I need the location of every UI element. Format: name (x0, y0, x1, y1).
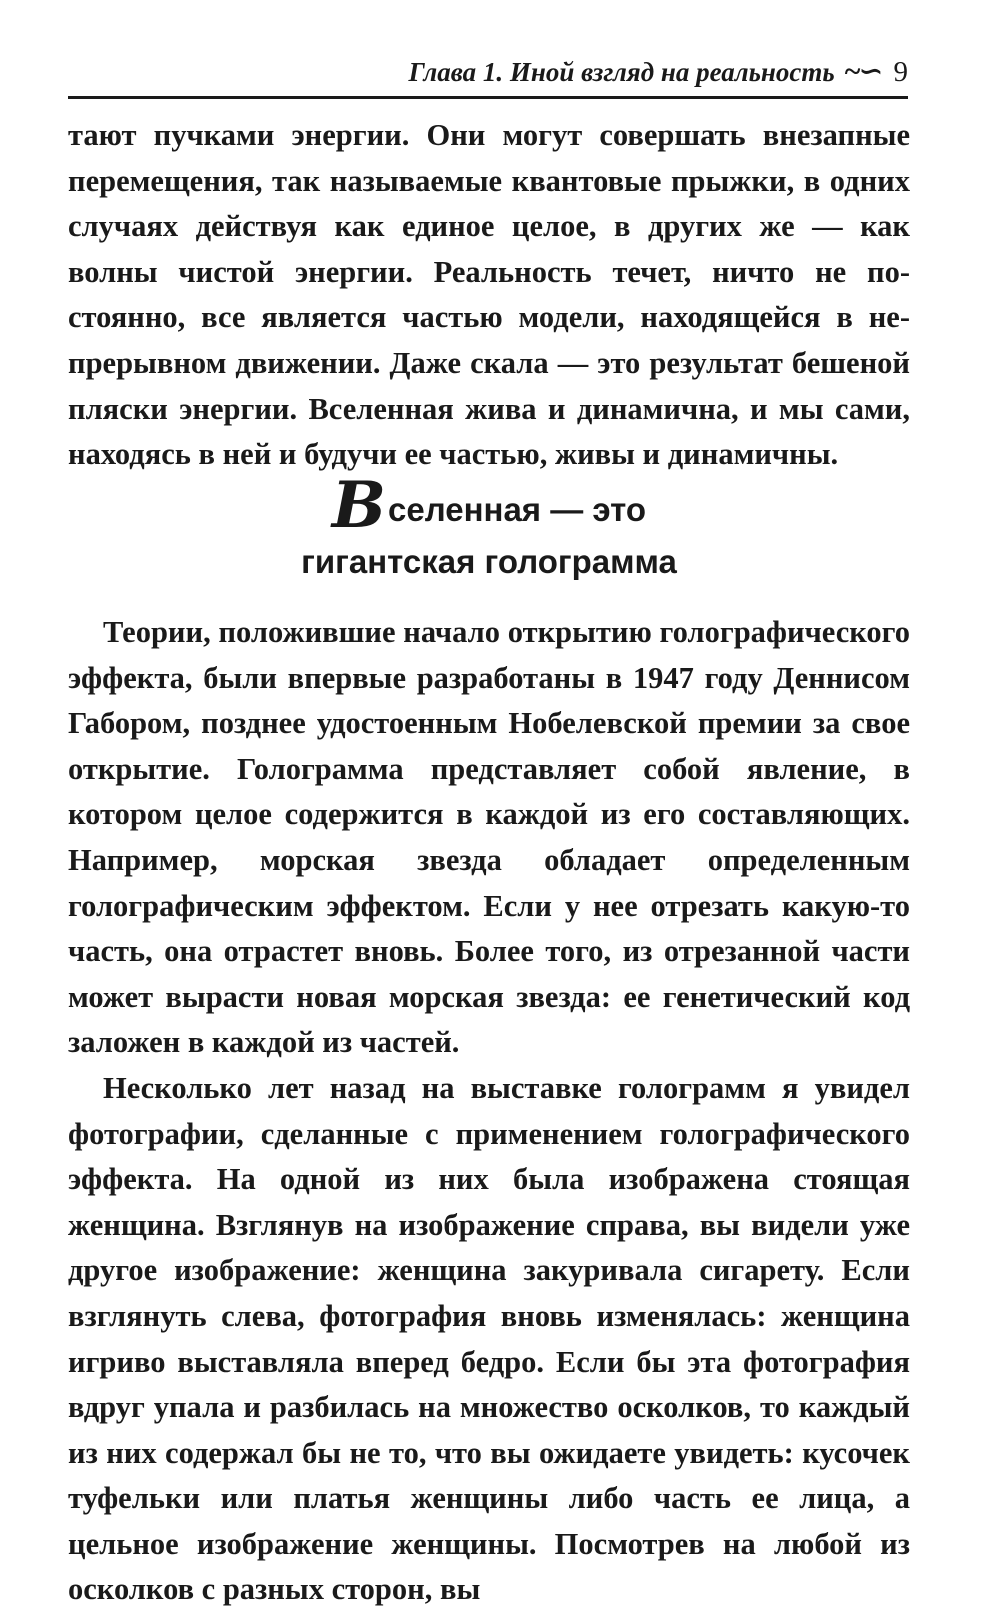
chapter-label: Глава 1. (408, 57, 504, 87)
ornament-icon: ~∽ (844, 55, 882, 88)
section-body (68, 610, 910, 1613)
heading-line-2: гигантская голограмма (301, 543, 677, 580)
heading-line-1-text: селенная — это (388, 491, 647, 528)
header-rule (68, 96, 908, 99)
heading-line-1 (68, 468, 910, 543)
decorative-initial: В (331, 468, 386, 543)
section-heading (68, 468, 910, 588)
chapter-title: Иной взгляд на реальность (509, 57, 835, 87)
paragraph: Теории, положившие начало открытию голографического эффекта, были впервые разработаны в 1947 году Деннисом Габором, позднее удостоенным Нобелевской премии за свое открытие. Голограмма представляет собой явление, в котором целое содержится в каждой из его составляющих. Например, морская звезда обладает определенным голографическим эффектом. Если у нее отрезать какую-то часть, она отрастет вновь. Более того, из отрезанной части может вырасти новая морская звезда: ее генетический код заложен в каждой из частей. (68, 615, 910, 1060)
paragraph: тают пучками энергии. Они могут совершать внезапные перемещения, так называемые квантовые прыжки, в одних случаях действуя как единое целое, в других же — как волны чистой энергии. Реальность течет, ничто не постоянно, все является частью модели, находящейся в непрерывном движении. Даже скала — это результат бешеной пляски энергии. Вселенная жива и динамична, и мы сами, находясь в ней и будучи ее частью, живы и динамичны. (68, 118, 910, 472)
running-head (68, 52, 908, 92)
paragraph: Несколько лет назад на выставке голограмм я увидел фотографии, сделанные с применением голографического эффекта. На одной из них была изображена стоящая женщина. Взглянув на изображение справа, вы видели уже другое изображение: женщина закуривала сигарету. Если взглянуть слева, фотография вновь изменялась: женщина игриво выставляла вперед бедро. Если бы эта фотография вдруг упала и разбилась на множество осколков, то каждый из них содержал бы не то, что вы ожидаете увидеть: кусочек туфельки или платья женщины либо часть ее лица, а цельное изображение женщины. Посмотрев на любой из осколков с разных сторон, вы (68, 1070, 910, 1607)
continuation-text (68, 113, 910, 478)
page-number: 9 (893, 56, 908, 88)
